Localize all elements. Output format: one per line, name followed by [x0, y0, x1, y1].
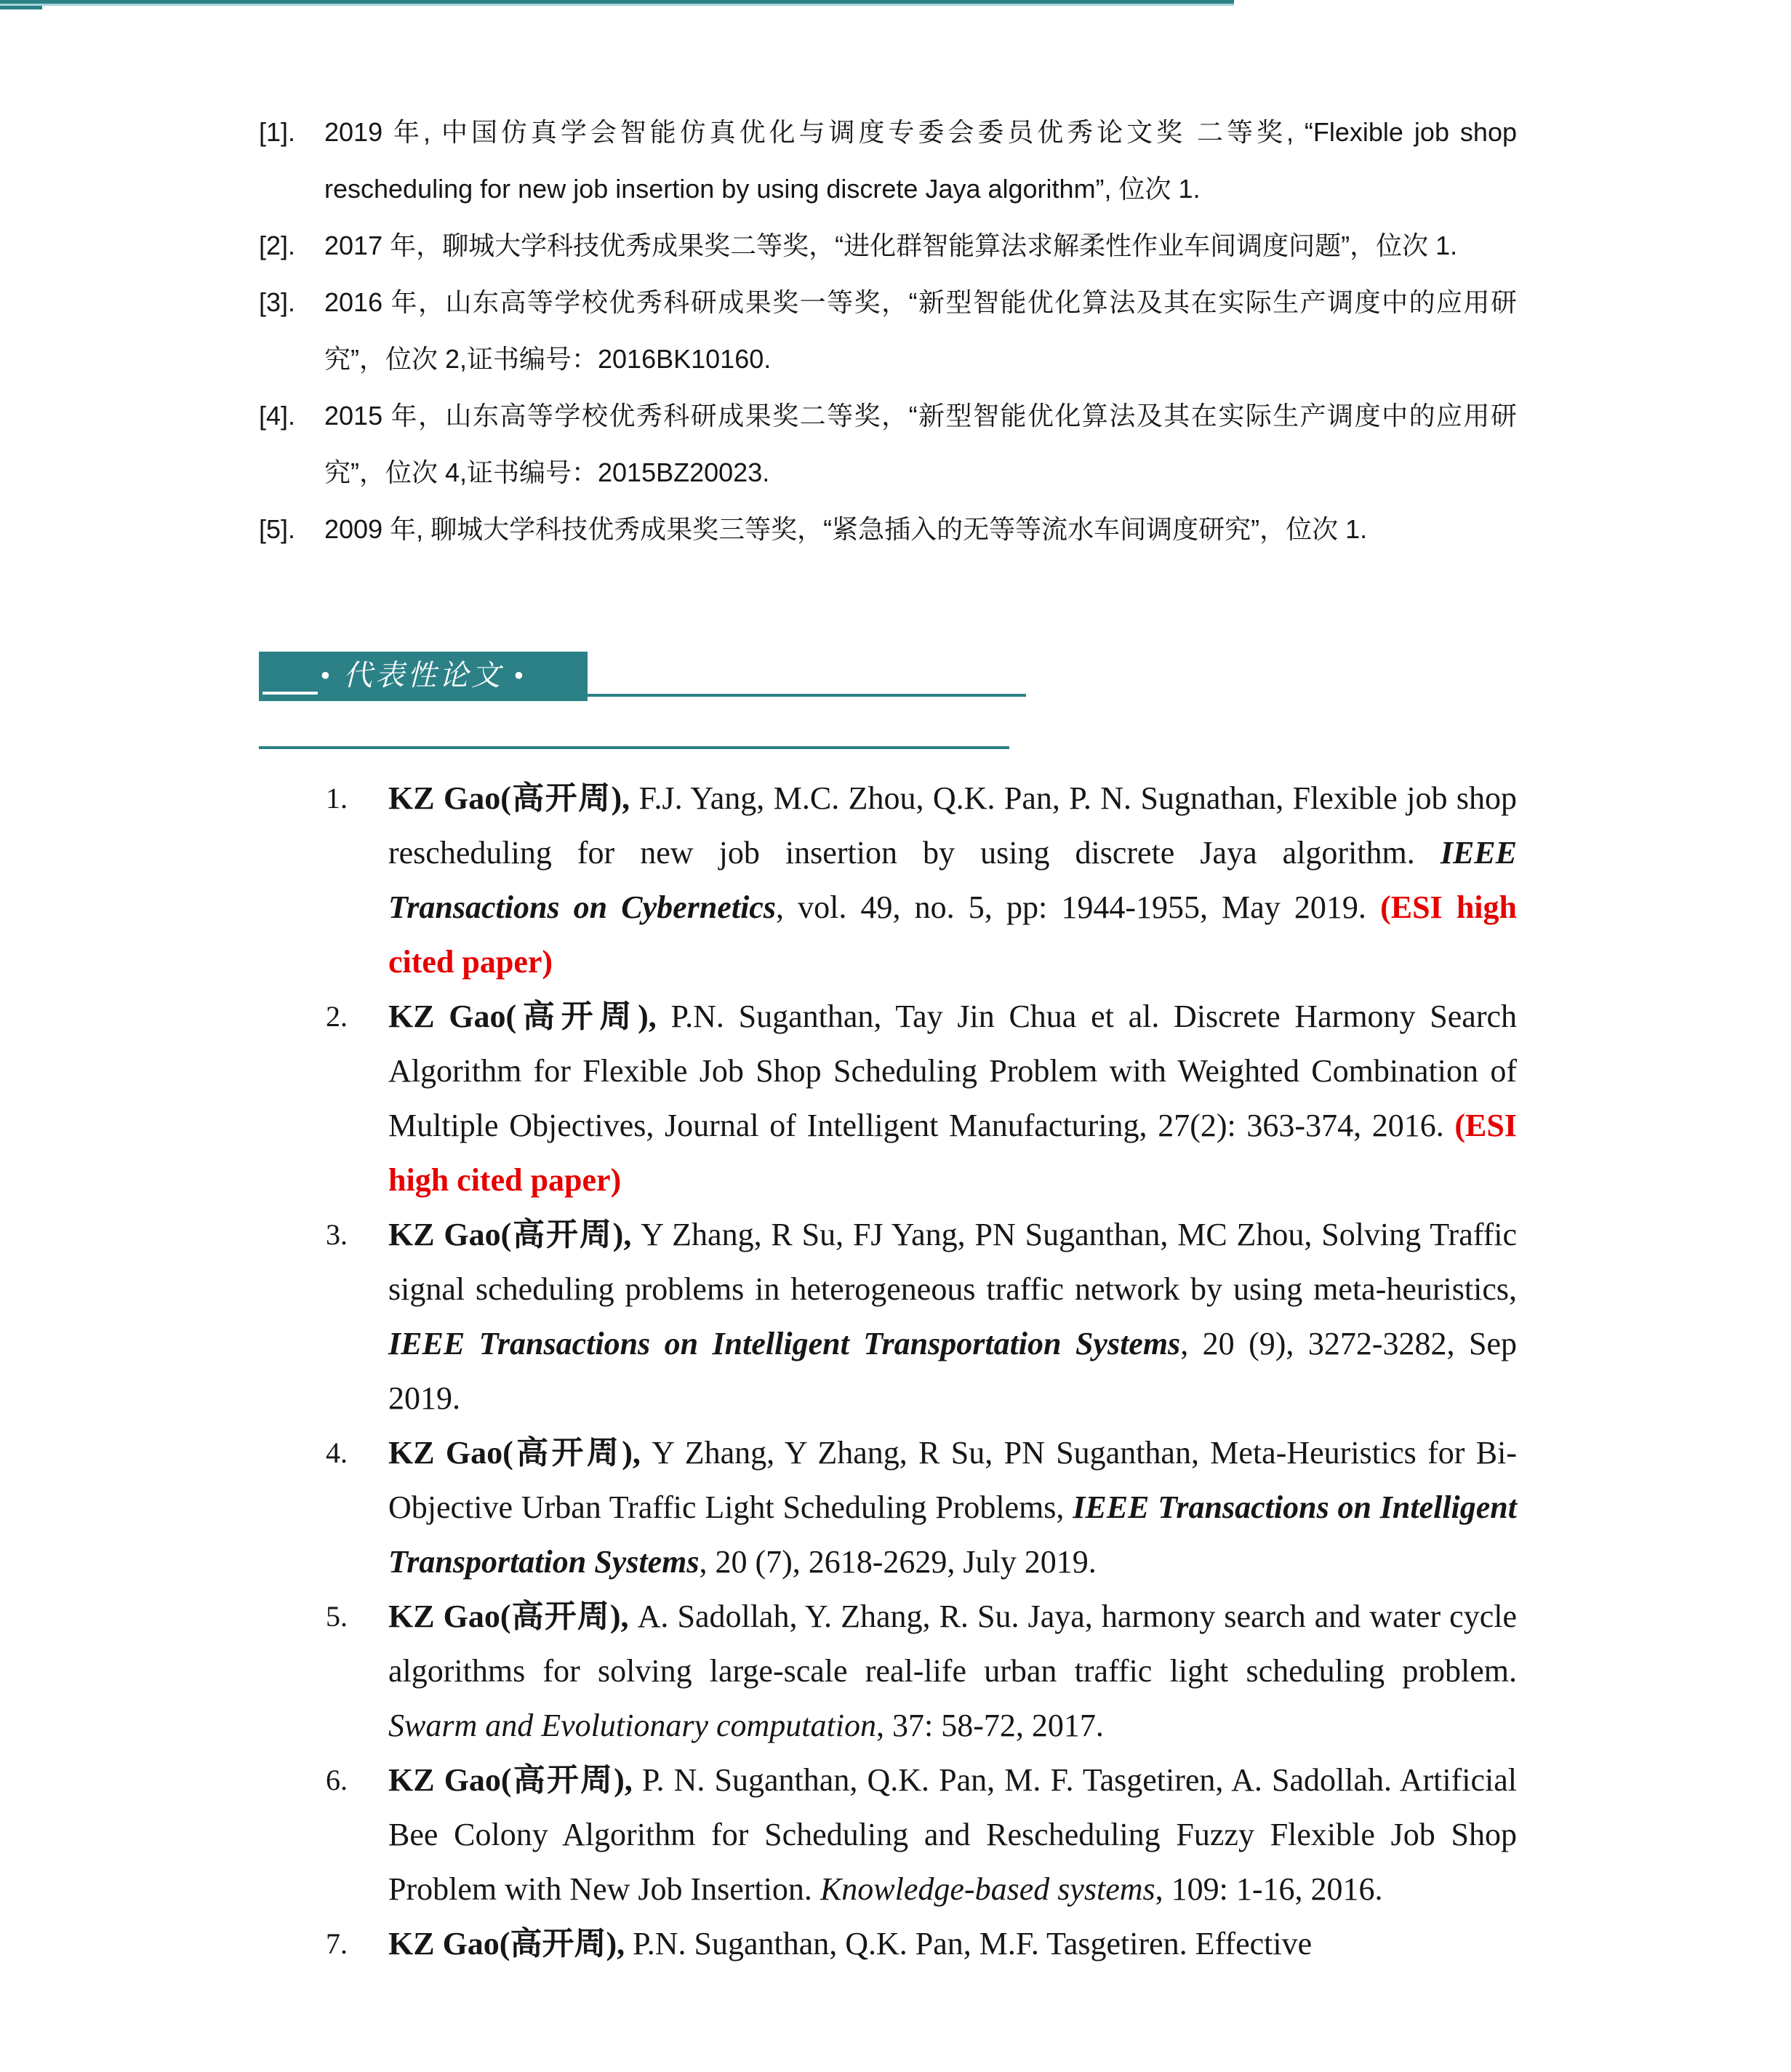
paper-item — [326, 989, 1517, 1207]
citation-segment-red: (ESI high cited paper) — [388, 889, 1517, 980]
citation-segment-red: (ESI high cited paper) — [388, 1108, 1517, 1198]
citation-segment-normal: P. N. Suganthan, Q.K. Pan, M. F. Tasgetiren, A. Sadollah. Artificial Bee Colony Algorithm for Scheduling and Rescheduling Fuzzy Flexible Job Shop Problem with New Job Insertion. — [388, 1762, 1517, 1907]
award-text: 2015 年，山东高等学校优秀科研成果奖二等奖，“新型智能优化算法及其在实际生产调度中的应用研究”，位次 4,证书编号：2015BZ20023. — [324, 401, 1517, 487]
paper-item — [326, 1753, 1517, 1916]
paper-number: 3. — [326, 1218, 348, 1251]
award-number: [5]. — [259, 514, 296, 544]
citation-segment-normal: Y Zhang, R Su, FJ Yang, PN Suganthan, MC Zhou, Solving Traffic signal scheduling problems in heterogeneous traffic network by using meta-heuristics, — [388, 1217, 1517, 1307]
citation-segment-bolditalic: IEEE Transactions on Intelligent Transportation Systems — [388, 1326, 1181, 1361]
section-title-badge — [259, 652, 588, 701]
paper-number: 4. — [326, 1436, 348, 1469]
paper-citation — [388, 1435, 1517, 1580]
citation-segment-italic: Knowledge-based systems — [820, 1871, 1155, 1907]
paper-number: 6. — [326, 1764, 348, 1796]
paper-citation — [388, 1762, 1517, 1907]
section-rule-right — [588, 694, 1026, 697]
citation-segment-bold: KZ Gao(高开周), — [388, 1217, 641, 1252]
award-number: [3]. — [259, 287, 296, 317]
citation-segment-normal: , 20 (9), 3272-3282, Sep 2019. — [388, 1326, 1517, 1416]
award-text: 2009 年, 聊城大学科技优秀成果奖三等奖，“紧急插入的无等等流水车间调度研究”，位次 1. — [324, 514, 1368, 544]
section-title: • 代表性论文 • — [319, 659, 526, 692]
paper-citation — [388, 999, 1517, 1198]
award-item — [259, 104, 1517, 217]
award-text: 2019 年, 中国仿真学会智能仿真优化与调度专委会委员优秀论文奖 二等奖, “Flexible job shop rescheduling for new job insertion by using discrete Jaya algorithm”, 位次 1. — [324, 117, 1517, 204]
paper-number: 7. — [326, 1927, 348, 1960]
paper-item — [326, 1425, 1517, 1589]
award-number: [1]. — [259, 117, 296, 147]
award-text: 2016 年，山东高等学校优秀科研成果奖一等奖，“新型智能优化算法及其在实际生产调度中的应用研究”，位次 2,证书编号：2016BK10160. — [324, 287, 1517, 374]
citation-segment-normal: P.N. Suganthan, Q.K. Pan, M.F. Tasgetiren. Effective — [633, 1926, 1313, 1961]
citation-segment-bold: KZ Gao(高开周), — [388, 1435, 652, 1471]
award-number: [4]. — [259, 401, 296, 431]
awards-list — [259, 104, 1517, 558]
citation-segment-normal: , 37: 58-72, 2017. — [876, 1708, 1104, 1743]
paper-number: 1. — [326, 782, 348, 815]
award-item — [259, 217, 1517, 274]
citation-segment-bolditalic: IEEE Transactions on Intelligent Transportation Systems — [388, 1489, 1517, 1580]
paper-number: 2. — [326, 1000, 348, 1033]
paper-item — [326, 1916, 1517, 1971]
citation-segment-bold: KZ Gao(高开周), — [388, 780, 639, 816]
citation-segment-normal: , 20 (7), 2618-2629, July 2019. — [699, 1544, 1097, 1580]
papers-list — [326, 771, 1517, 1971]
citation-segment-italic: Swarm and Evolutionary computation — [388, 1708, 876, 1743]
citation-segment-bold: KZ Gao(高开周), — [388, 1762, 642, 1798]
paper-item — [326, 1589, 1517, 1753]
citation-segment-normal: , 109: 1-16, 2016. — [1155, 1871, 1383, 1907]
citation-segment-bolditalic: IEEE Transactions on Cybernetics — [388, 835, 1517, 925]
award-text: 2017 年，聊城大学科技优秀成果奖二等奖，“进化群智能算法求解柔性作业车间调度问题”，位次 1. — [324, 231, 1458, 260]
award-item — [259, 274, 1517, 388]
top-divider-light-line — [0, 4, 1234, 6]
paper-item — [326, 1207, 1517, 1425]
citation-segment-bold: KZ Gao(高开周), — [388, 1926, 633, 1961]
paper-item — [326, 771, 1517, 989]
top-divider-short-line — [0, 6, 42, 9]
citation-segment-bold: KZ Gao(高开周), — [388, 1599, 638, 1634]
citation-segment-normal: P.N. Suganthan, Tay Jin Chua et al. Discrete Harmony Search Algorithm for Flexible Job Shop Scheduling Problem with Weighted Combination of Multiple Objectives, Journal of Intelligent Manufacturing, 27(2): 363-374, 2016. — [388, 999, 1517, 1143]
citation-segment-normal: A. Sadollah, Y. Zhang, R. Su. Jaya, harmony search and water cycle algorithms for solving large-scale real-life urban traffic light scheduling problem. — [388, 1599, 1517, 1689]
badge-white-dash — [263, 692, 318, 695]
paper-citation — [388, 780, 1517, 980]
award-item — [259, 501, 1517, 558]
citation-segment-normal: , vol. 49, no. 5, pp: 1944-1955, May 2019. — [775, 889, 1381, 925]
award-item — [259, 388, 1517, 501]
paper-citation — [388, 1926, 1312, 1961]
paper-citation — [388, 1217, 1517, 1416]
citation-segment-normal: F.J. Yang, M.C. Zhou, Q.K. Pan, P. N. Sugnathan, Flexible job shop rescheduling for new job insertion by using discrete Jaya algorithm. — [388, 780, 1517, 871]
section-rule-below — [259, 746, 1009, 749]
paper-citation — [388, 1599, 1517, 1743]
paper-number: 5. — [326, 1600, 348, 1633]
citation-segment-bold: KZ Gao(高开周), — [388, 999, 671, 1034]
citation-segment-normal: Y Zhang, Y Zhang, R Su, PN Suganthan, Meta-Heuristics for Bi-Objective Urban Traffic Light Scheduling Problems, — [388, 1435, 1518, 1525]
award-number: [2]. — [259, 231, 296, 260]
